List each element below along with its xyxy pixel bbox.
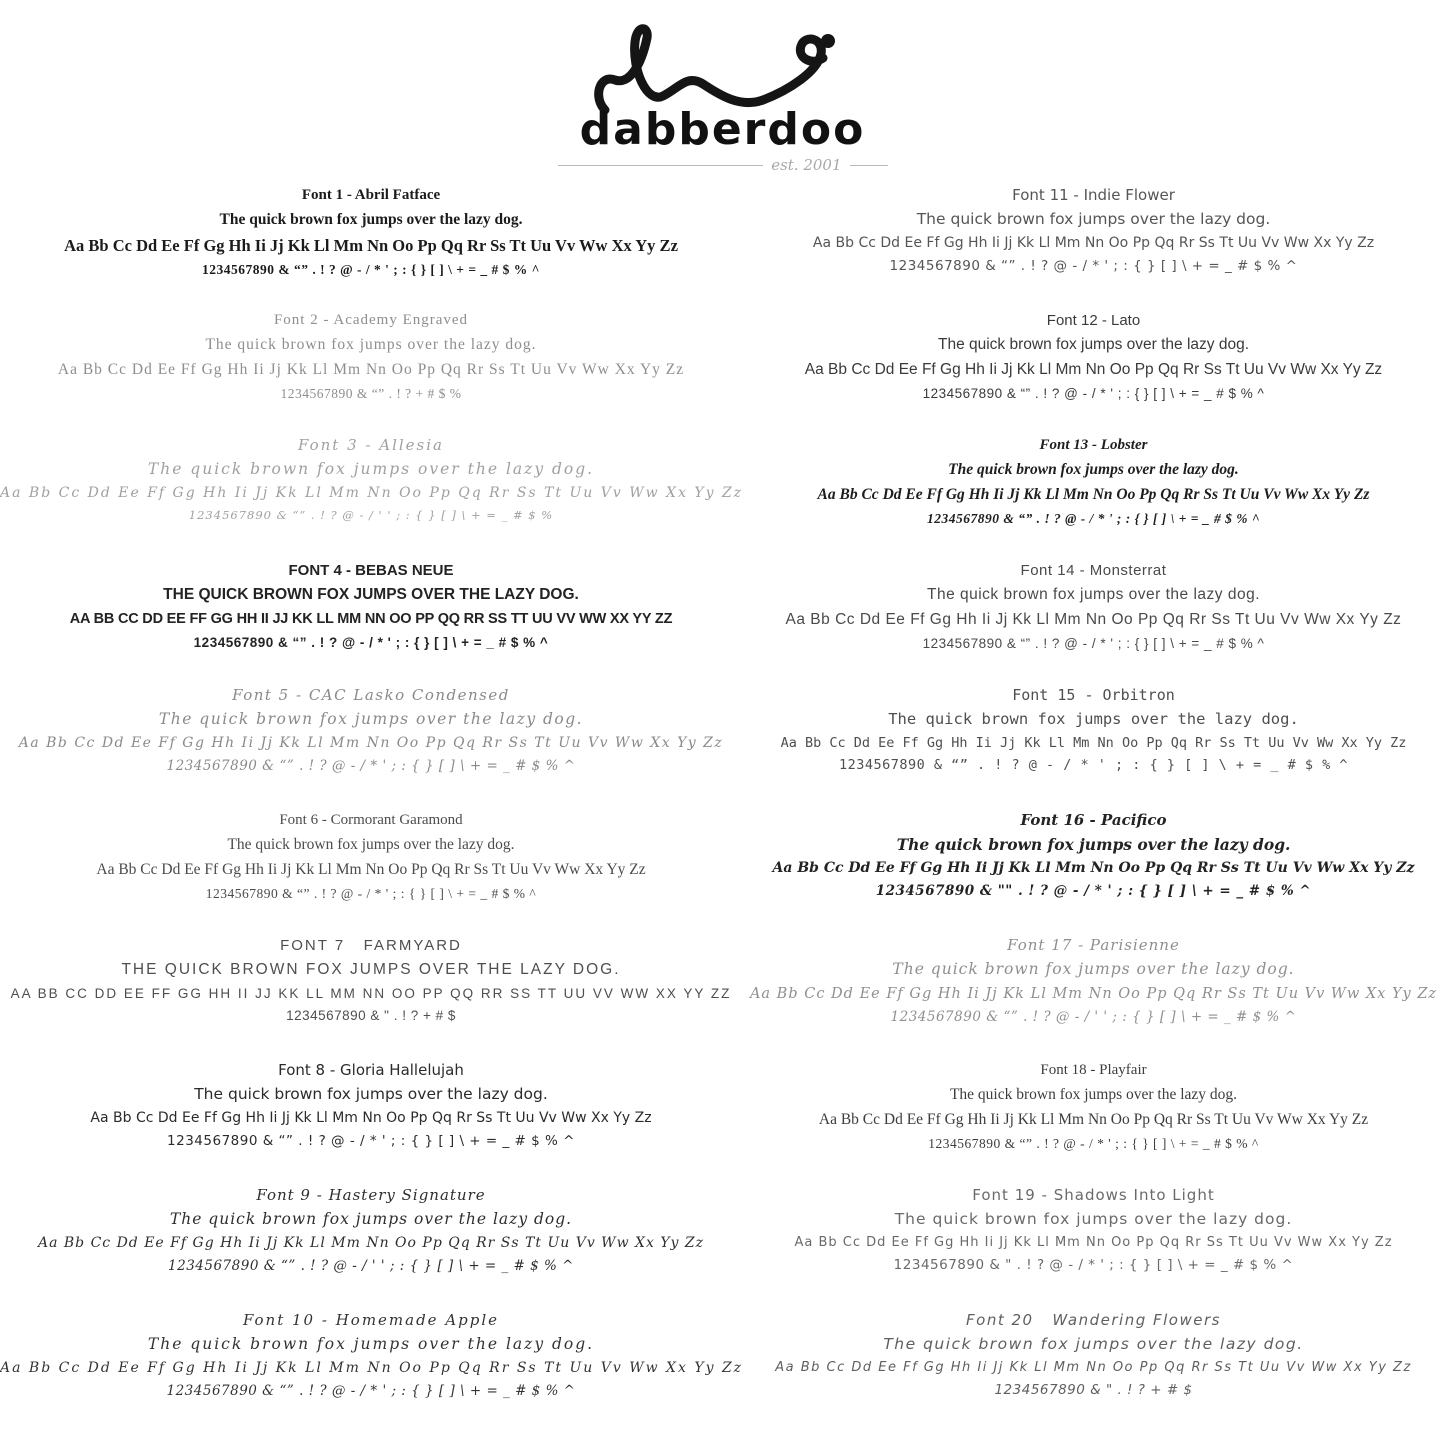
- font-symbols: 1234567890 & “” . ! ? @ - / * ' ; : { } [ ] \ + = _ # $ % ^: [167, 1132, 575, 1149]
- font-symbols: 1234567890 & “” . ! ? @ - / * ' ; : { } [ ] \ + = _ # $ % ^: [166, 757, 576, 774]
- font-pangram: THE QUICK BROWN FOX JUMPS OVER THE LAZY DOG.: [163, 586, 579, 604]
- font-pangram: The quick brown fox jumps over the lazy dog.: [894, 1210, 1293, 1229]
- font-name: Font 3 - Allesia: [298, 436, 444, 454]
- font-pangram: The quick brown fox jumps over the lazy dog.: [916, 210, 1271, 229]
- font-alphabet: Aa Bb Cc Dd Ee Ff Gg Hh Ii Jj Kk Ll Mm Nn Oo Pp Qq Rr Ss Tt Uu Vv Ww Xx Yy Zz: [775, 1360, 1412, 1376]
- font-column-left: [0, 178, 742, 1428]
- font-name: Font 19 - Shadows Into Light: [972, 1186, 1215, 1204]
- font-symbols: 1234567890 & “” . ! ? @ - / * ' ; : { } [ ] \ + = _ # $ % ^: [889, 257, 1298, 274]
- font-alphabet: Aa Bb Cc Dd Ee Ff Gg Hh Ii Jj Kk Ll Mm Nn Oo Pp Qq Rr Ss Tt Uu Vv Ww Xx Yy Zz: [0, 1360, 744, 1377]
- font-sample-6: [0, 803, 742, 928]
- font-pangram: The quick brown fox jumps over the lazy dog.: [219, 211, 523, 229]
- font-name: Font 13 - Lobster: [1039, 437, 1148, 453]
- font-sample-9: [0, 1178, 742, 1303]
- font-sample-14: [742, 553, 1445, 678]
- font-columns: [0, 178, 1445, 1428]
- font-pangram: The quick brown fox jumps over the lazy dog.: [896, 835, 1291, 855]
- font-alphabet: Aa Bb Cc Dd Ee Ff Gg Hh Ii Jj Kk Ll Mm Nn Oo Pp Qq Rr Ss Tt Uu Vv Ww Xx Yy Zz: [812, 235, 1375, 252]
- font-symbols: 1234567890 & “” . ! ? @ - / ' ' ; : { } [ ] \ + = _ # $ % ^: [168, 1257, 574, 1274]
- font-name: Font 11 - Indie Flower: [1012, 186, 1175, 204]
- font-alphabet: Aa Bb Cc Dd Ee Ff Gg Hh Ii Jj Kk Ll Mm Nn Oo Pp Qq Rr Ss Tt Uu Vv Ww Xx Yy Zz: [96, 861, 646, 879]
- font-alphabet: Aa Bb Cc Dd Ee Ff Gg Hh Ii Jj Kk Ll Mm Nn Oo Pp Qq Rr Ss Tt Uu Vv Ww Xx Yy Zz: [749, 986, 1438, 1003]
- font-column-right: [742, 178, 1445, 1428]
- font-alphabet: Aa Bb Cc Dd Ee Ff Gg Hh Ii Jj Kk Ll Mm Nn Oo Pp Qq Rr Ss Tt Uu Vv Ww Xx Yy Zz: [90, 1110, 652, 1127]
- font-symbols: 1234567890 & “” . ! ? @ - / ' ' ; : { } [ ] \ + = _ # $ %: [188, 507, 554, 522]
- font-symbols: 1234567890 & “” . ! ? @ - / * ' ; : { } [ ] \ + = _ # $ % ^: [193, 634, 549, 650]
- font-sample-7: [0, 928, 742, 1053]
- font-pangram: The quick brown fox jumps over the lazy dog.: [205, 336, 537, 354]
- font-alphabet: Aa Bb Cc Dd Ee Ff Gg Hh Ii Jj Kk Ll Mm Nn Oo Pp Qq Rr Ss Tt Uu Vv Ww Xx Yy Zz: [64, 236, 678, 256]
- font-sample-18: [742, 1053, 1445, 1178]
- font-alphabet: Aa Bb Cc Dd Ee Ff Gg Hh Ii Jj Kk Ll Mm Nn Oo Pp Qq Rr Ss Tt Uu Vv Ww Xx Yy Zz: [18, 735, 724, 752]
- font-sample-11: [742, 178, 1445, 303]
- font-pangram: The quick brown fox jumps over the lazy dog.: [949, 1086, 1238, 1104]
- font-pangram: The quick brown fox jumps over the lazy dog.: [158, 710, 584, 729]
- font-symbols: 1234567890 & “” . ! ? @ - / * ' ; : { } [ ] \ + = _ # $ % ^: [922, 385, 1265, 401]
- font-sample-5: [0, 678, 742, 803]
- font-name: Font 15 - Orbitron: [1012, 686, 1175, 704]
- font-name: Font 17 - Parisienne: [1007, 936, 1180, 954]
- font-alphabet: Aa Bb Cc Dd Ee Ff Gg Hh Ii Jj Kk Ll Mm Nn Oo Pp Qq Rr Ss Tt Uu Vv Ww Xx Yy Zz: [794, 1235, 1393, 1251]
- font-pangram: The quick brown fox jumps over the lazy dog.: [926, 586, 1260, 604]
- font-symbols: 1234567890 & “” . ! ? @ - / * ' ; : { } [ ] \ + = _ # $ % ^: [838, 757, 1349, 774]
- font-symbols: 1234567890 & “” . ! ? @ - / * ' ; : { } [ ] \ + = _ # $ % ^: [201, 262, 541, 278]
- font-name: Font 14 - Monsterrat: [1020, 562, 1167, 579]
- font-name: Font 12 - Lato: [1046, 312, 1141, 329]
- font-pangram: The quick brown fox jumps over the lazy dog.: [227, 836, 515, 854]
- font-symbols: 1234567890 & “” . ! ? @ - / * ' ; : { } [ ] \ + = _ # $ % ^: [922, 635, 1265, 651]
- font-name: Font 2 - Academy Engraved: [273, 312, 469, 328]
- font-sample-3: [0, 428, 742, 553]
- font-sample-4: [0, 553, 742, 678]
- font-symbols: 1234567890 & “” . ! ? @ - / ' ' ; : { } [ ] \ + = _ # $ % ^: [890, 1008, 1297, 1025]
- font-name: Font 1 - Abril Fatface: [301, 187, 441, 203]
- font-name: FONT 7 FARMYARD: [280, 937, 462, 954]
- font-symbols: 1234567890 & “” . ! ? + # $ %: [280, 385, 462, 401]
- font-alphabet: AA BB CC DD EE FF GG HH II JJ KK LL MM NN OO PP QQ RR SS TT UU VV WW XX YY ZZ: [10, 986, 732, 1002]
- font-symbols: 1234567890 & “” . ! ? @ - / * ' ; : { } [ ] \ + = _ # $ % ^: [928, 1135, 1259, 1151]
- font-name: Font 10 - Homemade Apple: [242, 1311, 500, 1329]
- font-sample-10: [0, 1303, 742, 1428]
- font-alphabet: Aa Bb Cc Dd Ee Ff Gg Hh Ii Jj Kk Ll Mm Nn Oo Pp Qq Rr Ss Tt Uu Vv Ww Xx Yy Zz: [772, 860, 1415, 877]
- font-symbols: 1234567890 & “” . ! ? @ - / * ' ; : { } [ ] \ + = _ # $ % ^: [166, 1382, 576, 1399]
- font-sample-12: [742, 303, 1445, 428]
- est-label: est. 2001: [771, 156, 842, 174]
- font-symbols: 1234567890 & “” . ! ? @ - / * ' ; : { } [ ] \ + = _ # $ % ^: [205, 885, 537, 901]
- font-name: Font 5 - CAC Lasko Condensed: [232, 686, 510, 704]
- font-name: FONT 4 - BEBAS NEUE: [288, 562, 454, 579]
- font-alphabet: Aa Bb Cc Dd Ee Ff Gg Hh Ii Jj Kk Ll Mm Nn Oo Pp Qq Rr Ss Tt Uu Vv Ww Xx Yy Zz: [37, 1235, 705, 1252]
- font-name: Font 18 - Playfair: [1040, 1062, 1147, 1078]
- font-alphabet: Aa Bb Cc Dd Ee Ff Gg Hh Ii Jj Kk Ll Mm Nn Oo Pp Qq Rr Ss Tt Uu Vv Ww Xx Yy Zz: [57, 361, 685, 379]
- font-symbols: 1234567890 & " . ! ? + # $: [286, 1008, 456, 1024]
- divider-line-left: [558, 165, 764, 166]
- font-pangram: The quick brown fox jumps over the lazy dog.: [194, 1085, 548, 1104]
- font-alphabet: Aa Bb Cc Dd Ee Ff Gg Hh Ii Jj Kk Ll Mm Nn Oo Pp Qq Rr Ss Tt Uu Vv Ww Xx Yy Zz: [780, 735, 1407, 752]
- divider-line-right: [850, 165, 888, 166]
- font-symbols: 1234567890 & " . ! ? @ - / * ' ; : { } [ ] \ + = _ # $ % ^: [893, 1256, 1294, 1273]
- font-pangram: The quick brown fox jumps over the lazy dog.: [147, 460, 595, 479]
- font-alphabet: Aa Bb Cc Dd Ee Ff Gg Hh Ii Jj Kk Ll Mm Nn Oo Pp Qq Rr Ss Tt Uu Vv Ww Xx Yy Zz: [785, 611, 1402, 629]
- font-pangram: The quick brown fox jumps over the lazy dog.: [948, 461, 1239, 479]
- font-symbols: 1234567890 & “” . ! ? @ - / * ' ; : { } [ ] \ + = _ # $ % ^: [926, 510, 1261, 526]
- font-symbols: 1234567890 & "" . ! ? @ - / * ' ; : { } [ ] \ + = _ # $ % ^: [875, 882, 1312, 899]
- font-alphabet: Aa Bb Cc Dd Ee Ff Gg Hh Ii Jj Kk Ll Mm Nn Oo Pp Qq Rr Ss Tt Uu Vv Ww Xx Yy Zz: [817, 486, 1370, 504]
- font-pangram: The quick brown fox jumps over the lazy dog.: [888, 710, 1299, 729]
- font-name: Font 8 - Gloria Hallelujah: [278, 1061, 464, 1079]
- font-name: Font 9 - Hastery Signature: [256, 1186, 486, 1204]
- font-alphabet: Aa Bb Cc Dd Ee Ff Gg Hh Ii Jj Kk Ll Mm Nn Oo Pp Qq Rr Ss Tt Uu Vv Ww Xx Yy Zz: [804, 361, 1383, 379]
- est-divider: [558, 156, 888, 174]
- font-sample-17: [742, 928, 1445, 1053]
- font-alphabet: Aa Bb Cc Dd Ee Ff Gg Hh Ii Jj Kk Ll Mm Nn Oo Pp Qq Rr Ss Tt Uu Vv Ww Xx Yy Zz: [818, 1111, 1369, 1129]
- font-sample-16: [742, 803, 1445, 928]
- font-alphabet: Aa Bb Cc Dd Ee Ff Gg Hh Ii Jj Kk Ll Mm Nn Oo Pp Qq Rr Ss Tt Uu Vv Ww Xx Yy Zz: [0, 485, 744, 502]
- font-name: Font 6 - Cormorant Garamond: [279, 812, 463, 828]
- font-sample-8: [0, 1053, 742, 1178]
- font-symbols: 1234567890 & " . ! ? + # $: [994, 1381, 1193, 1398]
- font-pangram: THE QUICK BROWN FOX JUMPS OVER THE LAZY DOG.: [121, 961, 621, 979]
- font-pangram: The quick brown fox jumps over the lazy dog.: [937, 336, 1249, 354]
- font-name: Font 20 Wandering Flowers: [966, 1311, 1221, 1329]
- header: [0, 0, 1445, 178]
- font-pangram: The quick brown fox jumps over the lazy dog.: [883, 1335, 1304, 1354]
- font-sample-20: [742, 1303, 1445, 1428]
- font-sample-1: [0, 178, 742, 303]
- font-pangram: The quick brown fox jumps over the lazy dog.: [147, 1335, 595, 1354]
- font-sample-2: [0, 303, 742, 428]
- brand-name: dabberdoo: [579, 104, 866, 155]
- font-sample-15: [742, 678, 1445, 803]
- font-alphabet: AA BB CC DD EE FF GG HH II JJ KK LL MM NN OO PP QQ RR SS TT UU VV WW XX YY ZZ: [69, 611, 673, 628]
- font-name: Font 16 - Pacifico: [1020, 811, 1167, 829]
- font-sample-13: [742, 428, 1445, 553]
- font-pangram: The quick brown fox jumps over the lazy dog.: [892, 960, 1295, 979]
- font-sample-19: [742, 1178, 1445, 1303]
- font-pangram: The quick brown fox jumps over the lazy dog.: [169, 1210, 573, 1229]
